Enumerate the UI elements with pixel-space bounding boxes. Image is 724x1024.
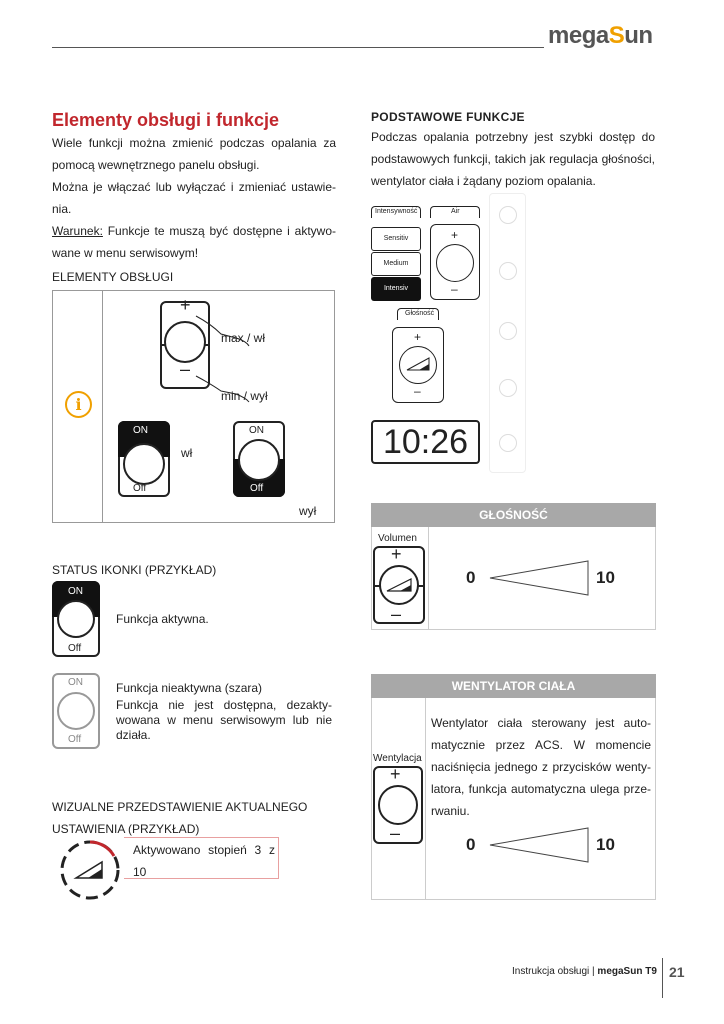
volume-icon [385,577,413,593]
air-label: Air [451,208,460,215]
fan-header: WENTYLATOR CIAŁA [371,674,656,698]
inactive-desc: Funkcja nie jest dostępna, dezakty-wowana w menu serwisowym lub nie działa. [116,698,332,742]
info-icon: i [65,391,92,418]
controls-box: i + – max / wł min / wył ON Off wł ON Off wył [52,290,335,523]
controls-heading: ELEMENTY OBSŁUGI [52,270,174,284]
minus-icon: – [180,359,191,379]
button-dial [123,443,165,485]
info-column [53,291,103,522]
max-label: max / wł [221,331,266,345]
level-ring-icon [58,838,122,902]
footer-text: Instrukcja obsługi | megaSun T9 [512,966,657,977]
page-title: Elementy obsługi i funkcje [52,110,280,130]
volume-icon [405,356,431,372]
fan-min: 0 [466,835,476,854]
intensiv-button[interactable]: Intensiv [371,277,421,301]
fan-text: Wentylator ciała sterowany jest auto-matycznie przez ACS. W momencie naciśnięcia jednego z przycisków wenty-latora, funkcja automatyczna ulega prze-rwaniu. [431,716,651,818]
min-label: min / wył [221,389,268,403]
volume-small-label: Głośność [405,310,435,317]
plus-icon: + [180,295,191,315]
volume-label: Volumen [378,533,417,544]
wyl-label: wył [299,504,317,518]
header-rule [52,47,544,48]
brand-logo: megaSun [548,22,653,49]
inactive-sidebar [489,193,526,473]
fan-max: 10 [596,835,615,854]
volume-max: 10 [596,568,615,587]
intro-text: Wiele funkcji można zmienić podczas opalania za pomocą wewnętrznego panelu obsługi. Można je włączać lub wyłączać i zmieniać ustawie-nia. Warunek: Funkcje te muszą być dostępne i aktywo-wane w menu serwisowym! [52,136,336,260]
button-dial [238,439,280,481]
volume-header: GŁOŚNOŚĆ [371,503,656,527]
volume-wedge [488,559,592,597]
sensitiv-button[interactable]: Sensitiv [371,227,421,251]
intensity-label: Intensywność [375,208,418,215]
clock-display: 10:26 [371,420,480,464]
fan-icon [378,785,418,825]
medium-button[interactable]: Medium [371,252,421,276]
volume-min: 0 [466,568,476,587]
basic-text: Podczas opalania potrzebny jest szybki dostęp do podstawowych funkcji, takich jak regulacja głośności, wentylator ciała i żądany poziom opalania. [371,130,655,188]
fan-icon [436,244,474,282]
visual-heading: WIZUALNE PRZEDSTAWIENIE AKTUALNEGO USTAWIENIA (PRZYKŁAD) [52,800,308,836]
wl-label: wł [181,446,193,460]
visual-text: Aktywowano stopień 3 z 10 [133,843,275,879]
inactive-title: Funkcja nieaktywna (szara) [116,681,263,695]
status-heading: STATUS IKONKI (PRZYKŁAD) [52,563,217,577]
fan-label: Wentylacja [373,753,422,764]
fan-wedge [488,826,592,864]
page-number: 21 [669,964,685,980]
basic-heading: PODSTAWOWE FUNKCJE [371,110,525,124]
active-text: Funkcja aktywna. [116,612,209,626]
